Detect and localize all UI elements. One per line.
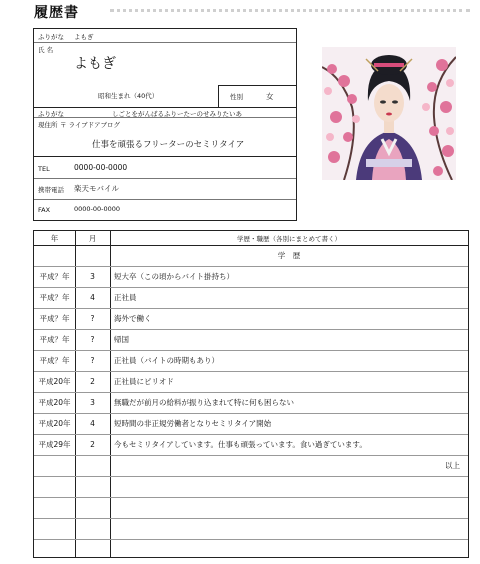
gender-label: 性別 xyxy=(230,93,243,101)
table-row-empty xyxy=(34,518,468,540)
row-description: 正社員（バイトの時期もあり） xyxy=(114,356,219,365)
birth-value: 昭和生まれ（40代） xyxy=(98,92,159,100)
table-row xyxy=(34,434,468,456)
mobile-value: 楽天モバイル xyxy=(74,184,119,193)
row-year: 平成？年 xyxy=(39,272,70,281)
table-row-empty xyxy=(34,497,468,519)
divider xyxy=(218,85,219,107)
table-row xyxy=(34,392,468,414)
row-year: 平成？年 xyxy=(39,293,70,302)
postal-value: 〒 ライブドアブログ xyxy=(60,121,120,129)
row-description: 海外で働く xyxy=(114,314,152,323)
title-dotted-rule xyxy=(110,9,470,12)
fax-value: 0000-00-0000 xyxy=(74,205,121,213)
furigana-value: よもぎ xyxy=(74,33,94,41)
geisha-illustration xyxy=(322,47,456,180)
address-value: 仕事を頑張るフリーターのセミリタイア xyxy=(92,140,245,150)
column-header-description: 学歴・職歴（各別にまとめて書く） xyxy=(237,234,341,243)
table-row xyxy=(34,308,468,330)
furigana-label: ふりがな xyxy=(38,33,64,41)
row-month: 3 xyxy=(90,272,95,281)
row-description: 正社員 xyxy=(114,293,137,302)
column-header-month: 月 xyxy=(88,233,97,243)
table-row xyxy=(34,329,468,351)
row-month: ? xyxy=(90,335,95,344)
row-month: 4 xyxy=(90,293,95,302)
row-year: 平成20年 xyxy=(38,419,71,428)
table-header-row xyxy=(34,231,468,246)
tel-label: TEL xyxy=(38,165,50,173)
divider xyxy=(34,107,296,108)
row-month: ? xyxy=(90,356,95,365)
table-row xyxy=(34,455,468,477)
row-description: 無職だが前月の給料が振り込まれて特に何も困らない xyxy=(114,398,294,407)
row-month: 4 xyxy=(90,419,95,428)
fax-label: FAX xyxy=(38,206,51,214)
section-label: 学 歴 xyxy=(277,251,301,260)
address-label: 現住所 xyxy=(38,121,58,129)
mobile-label: 携帯電話 xyxy=(38,186,64,194)
divider xyxy=(34,42,296,43)
table-row xyxy=(34,245,468,267)
table-row xyxy=(34,371,468,393)
name-value: よもぎ xyxy=(74,56,116,72)
divider xyxy=(34,199,296,200)
row-month: ? xyxy=(90,314,95,323)
column-header-year: 年 xyxy=(50,233,59,243)
name-label: 氏 名 xyxy=(38,46,54,54)
row-year: 平成？年 xyxy=(39,314,70,323)
row-month: 2 xyxy=(90,377,95,386)
row-description: 帰国 xyxy=(114,335,129,344)
address-furigana-value: しごとをがんばるふりーたーのせみりたいあ xyxy=(112,110,242,118)
gender-value: 女 xyxy=(266,92,274,101)
row-description: 短大卒（この頃からバイト掛持ち） xyxy=(114,272,234,281)
divider xyxy=(34,117,296,118)
row-year: 平成29年 xyxy=(38,440,71,449)
row-year: 平成20年 xyxy=(38,398,71,407)
personal-info-box xyxy=(33,28,297,221)
tel-value: 0000-00-0000 xyxy=(74,163,128,172)
portrait-photo xyxy=(322,47,456,180)
row-year: 平成？年 xyxy=(39,335,70,344)
table-row xyxy=(34,266,468,288)
table-row xyxy=(34,350,468,372)
row-month: 3 xyxy=(90,398,95,407)
divider xyxy=(34,156,296,157)
table-row xyxy=(34,287,468,309)
address-furigana-label: ふりがな xyxy=(38,110,64,118)
row-description: 短時間の非正規労働者となりセミリタイア開始 xyxy=(114,419,272,428)
table-row-empty xyxy=(34,476,468,498)
history-table xyxy=(33,230,469,558)
row-description: 正社員にピリオド xyxy=(114,377,174,386)
divider xyxy=(218,85,296,86)
row-description: 今もセミリタイアしています。仕事も頑張っています。食い過ぎています。 xyxy=(114,440,367,449)
row-year: 平成？年 xyxy=(39,356,70,365)
end-label: 以上 xyxy=(445,461,460,470)
divider xyxy=(34,178,296,179)
page-title: 履歴書 xyxy=(34,5,79,21)
row-year: 平成20年 xyxy=(38,377,71,386)
row-month: 2 xyxy=(90,440,95,449)
table-row xyxy=(34,413,468,435)
